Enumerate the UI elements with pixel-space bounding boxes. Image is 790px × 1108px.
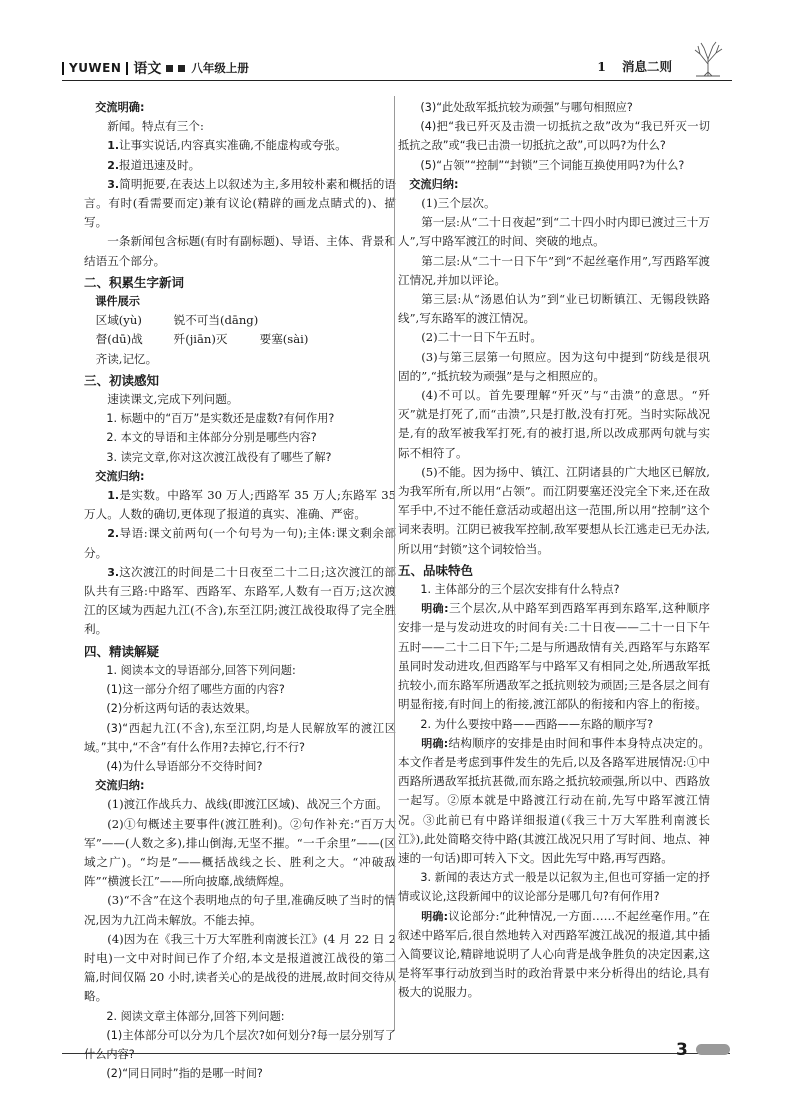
paragraph: (2)二十一日下午五时。 [421,330,542,345]
question: 3. 新闻的表达方式一般是以记叙为主,但也可穿插一定的抒情或议论,这段新闻中的议论部分是哪几句?有何作用? [398,871,710,904]
paragraph: 速读课文,完成下列问题。 [107,392,239,407]
header-brand: YUWEN [69,61,122,75]
vocab-word: 区域(yù) [95,313,142,328]
question: (1)主体部分可以分为几个层次?如何划分?每一层分别写了什么内容? [84,1028,396,1061]
question: 2. 本文的导语和主体部分分别是哪些内容? [106,431,317,445]
paragraph: 新闻。特点有三个: [107,119,204,134]
section-label: 交流明确: [95,101,145,114]
question: (1)这一部分介绍了哪些方面的内容? [106,683,285,697]
vocab-word: 要塞(sài) [259,332,309,347]
paragraph: (3)“不含”在这个表明地点的句子里,准确反映了当时的情况,因为九江尚未解放。不能去掉。 [84,893,396,927]
question: (4)为什么导语部分不交待时间? [106,759,263,773]
section-heading: 三、初读感知 [84,372,160,388]
paragraph: 第一层:从“二十日夜起”到“二十四小时内即已渡过三十万人”,写中路军渡江的时间、突破的地点。 [398,215,710,249]
header-separator [126,62,128,75]
question: 1. 标题中的“百万”是实数还是虚数?有何作用? [106,412,335,426]
question: (2)“同日同时”指的是哪一时间? [106,1067,263,1081]
section-label: 交流归纳: [95,469,145,483]
lesson-title: 消息二则 [621,59,672,74]
page-number: 3 [676,1040,688,1060]
paragraph: 明确:结构顺序的安排是由时间和事件本身特点决定的。本文作者是考虑到事件发生的先后,以及各路军进展情况:①中西路所遇敌军抵抗甚微,而东路之抵抗较顽强,所以中、西路放一起写。②原本就是中路渡江行动在前,先写中路军渡江情况。③此前已有中路详细报道(《我三十万大军胜利南渡长江》),此处简略交待中路(其渡江战况只用了写时间、地点、神速的一句话)即可转入下文。因此先写中路,再写西路。 [398,735,710,865]
paragraph: 1.是实数。中路军 30 万人;西路军 35 万人;东路军 35 万人。人数的确切,更体现了报道的真实、准确、严密。 [84,488,396,522]
paragraph: (4)不可以。首先要理解“歼灭”与“击溃”的意思。“歼灭”就是打死了,而“击溃”,只是打散,没有打死。当时实际战况是,有的敌军被我军打死,有的被打退,所以改成那两句就与实际不相符了。 [398,388,710,460]
section-heading: 五、品味特色 [398,562,474,578]
tree-icon [686,40,730,78]
question: (5)“占领”“控制”“封锁”三个词能互换使用吗?为什么? [420,158,685,172]
page-tab [696,1044,730,1055]
vocab-word: 督(dū)战 [95,332,143,347]
paragraph: 3.这次渡江的时间是二十日夜至二十二日;这次渡江的部队共有三路:中路军、西路军、东路军,人数有一百万;这次渡江的区域为西起九江(不含),东至江阴;渡江战役取得了完全胜利。 [84,564,396,637]
paragraph: 1.让事实说话,内容真实准确,不能虚构或夸张。 [107,138,347,153]
vocab-word: 歼(jiān)灭 [173,332,228,347]
header-right [597,57,672,75]
header-subject: 语文 [133,61,162,77]
question: 3. 读完文章,你对这次渡江战役有了哪些了解? [106,450,332,464]
paragraph: 第三层:从“汤恩伯认为”到“业已切断镇江、无锡段铁路线”,写东路军的渡江情况。 [398,292,710,326]
question: 1. 主体部分的三个层次安排有什么特点? [420,583,620,597]
header-rule [62,80,732,81]
word-row [84,330,396,349]
section-label: 交流归纳: [95,779,145,793]
header-left [62,58,249,78]
question: (3)“西起九江(不含),东至江阴,均是人民解放军的渡江区域。”其中,“不含”有什么作用?去掉它,行不行? [84,721,396,754]
section-heading: 二、积累生字新词 [84,274,185,290]
section-heading: 四、精读解疑 [84,643,160,659]
paragraph: (1)渡江作战兵力、战线(即渡江区域)、战况三个方面。 [107,797,388,812]
column-divider [394,96,395,1031]
square-icon [166,65,173,72]
vocab-word: 锐不可当(dāng) [173,313,259,328]
paragraph: (3)与第三层第一句照应。因为这句中提到“防线是很巩固的”,“抵抗较为顽强”是与之相照应的。 [398,349,710,383]
paragraph: 3.简明扼要,在表达上以叙述为主,多用较朴素和概括的语言。有时(看需要而定)兼有议论(精辟的画龙点睛式的)、描写。 [84,176,396,230]
paragraph: 第二层:从“二十一日下午”到“不起丝毫作用”,写西路军渡江情况,并加以评论。 [398,253,710,287]
question: 2. 阅读文章主体部分,回答下列问题: [106,1009,285,1023]
paragraph: 2.报道迅速及时。 [107,157,201,172]
question: 2. 为什么要按中路——西路——东路的顺序写? [420,717,654,731]
lesson-number: 1 [597,58,606,74]
paragraph: 明确:议论部分:“此种情况,一方面……不起丝毫作用。”在叙述中路军后,很自然地转入对西路军渡江战况的报道,其中插入简要议论,精辟地说明了人心向背是战争胜负的决定因素,这是将军事行动放到当时的政治背景中来分析得出的结论,具有极大的说服力。 [398,908,710,1000]
paragraph: (5)不能。因为扬中、镇江、江阴诸县的广大地区已解放,为我军所有,所以用“占领”。而江阴要塞还没完全下来,还在敌军手中,不过不能任意活动或超出这一范围,所以用“控制”这个词来表明。江阴已被我军控制,敌军要想从长江逃走已无办法,所以用“封锁”这个词较恰当。 [398,464,710,556]
section-label: 课件展示 [95,295,140,309]
question: (2)分析这两句话的表达效果。 [106,702,257,716]
section-label: 交流归纳: [409,177,459,191]
paragraph: (1)三个层次。 [421,196,496,211]
paragraph: 明确:三个层次,从中路军到西路军再到东路军,这种顺序安排一是与发动进攻的时间有关:二十日夜——二十一日下午五时——二十二日下午;二是与所遇敌情有关,西路军与东路军虽同时发动进攻,但西路军与中路军又有相同之处,所遇敌军抵抗较小,而东路军所遇敌军之抵抗则较为顽固;三是各层之间有明显衔接,有时间上的衔接,渡江部队的衔接和内容上的衔接。 [398,601,710,712]
paragraph: (2)①句概述主要事件(渡江胜利)。②句作补充:“百万大军”——(人数之多),排山倒海,无坚不摧。“一千余里”——(区域之广)。“均是”——概括战线之长、胜利之大。“冲破敌阵”“横渡长江”——所向披靡,战绩辉煌。 [84,816,396,889]
paragraph: 齐读,记忆。 [95,351,158,366]
word-row [84,311,396,330]
question: 1. 阅读本文的导语部分,回答下列问题: [106,663,296,677]
header-grade: 八年级上册 [191,61,249,75]
paragraph: (4)因为在《我三十万大军胜利南渡长江》(4 月 22 日 2 时电)一文中对时间已作了介绍,本文是报道渡江战役的第二篇,时间仅隔 20 小时,读者关心的是战役的进展,故时间交待从略。 [84,931,396,1004]
paragraph: 2.导语:课文前两句(一个句号为一句);主体:课文剩余部分。 [84,526,396,560]
footer-rule [62,1053,730,1054]
square-icon [178,65,185,72]
header-bar [62,62,64,75]
left-column [84,98,396,1083]
right-column [398,98,710,1003]
question: (3)“此处敌军抵抗较为顽强”与哪句相照应? [420,101,633,114]
question: (4)把“我已歼灭及击溃一切抵抗之敌”改为“我已歼灭一切抵抗之敌”或“我已击溃一切抵抗之敌”,可以吗?为什么? [398,120,710,153]
paragraph: 一条新闻包含标题(有时有副标题)、导语、主体、背景和结语五个部分。 [84,234,396,268]
